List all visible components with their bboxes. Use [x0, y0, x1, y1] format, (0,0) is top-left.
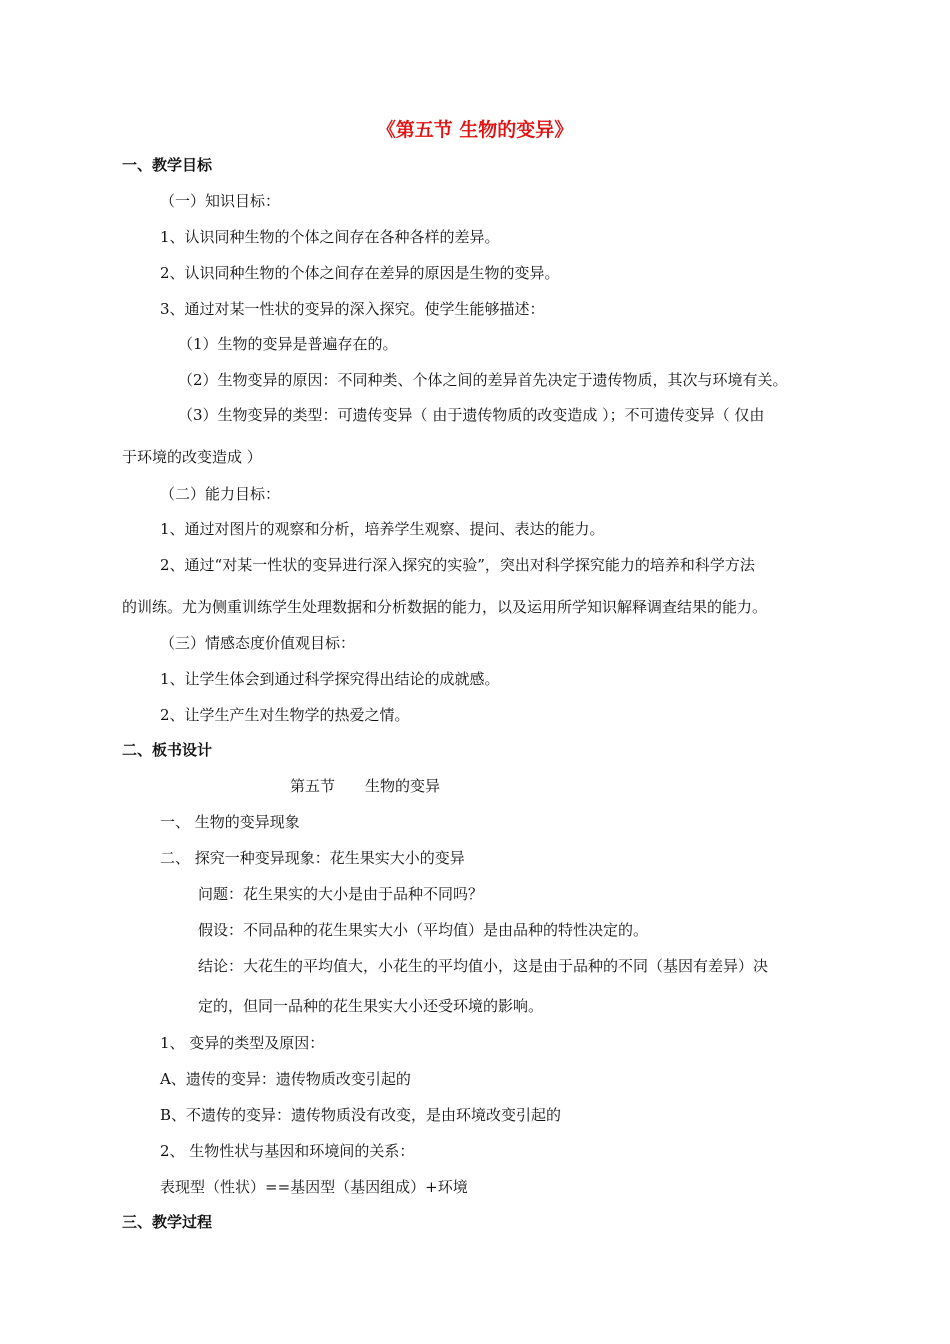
- board-line: 表现型（性状）==基因型（基因组成）+环境: [160, 1178, 468, 1196]
- ability-goal-label: （二）能力目标：: [160, 485, 281, 503]
- section-heading-board-design: 二、板书设计: [122, 741, 213, 759]
- knowledge-item: 1、认识同种生物的个体之间存在各种各样的差异。: [160, 228, 500, 246]
- ability-item: 1、通过对图片的观察和分析，培养学生观察、提问、表达的能力。: [160, 520, 605, 538]
- knowledge-goal-label: （一）知识目标：: [160, 192, 281, 210]
- board-title: 第五节 生物的变异: [290, 777, 441, 795]
- section-heading-teaching-goals: 一、教学目标: [122, 156, 213, 174]
- board-line: 一、 生物的变异现象: [160, 813, 300, 831]
- knowledge-subitem: （1）生物的变异是普遍存在的。: [178, 335, 398, 353]
- board-line: 2、 生物性状与基因和环境间的关系：: [160, 1142, 415, 1160]
- knowledge-item: 2、认识同种生物的个体之间存在差异的原因是生物的变异。: [160, 264, 560, 282]
- board-line: B、不遗传的变异：遗传物质没有改变，是由环境改变引起的: [160, 1106, 562, 1124]
- knowledge-subitem: （3）生物变异的类型：可遗传变异（ 由于遗传物质的改变造成 ）；不可遗传变异（ 仅由: [178, 406, 765, 424]
- board-line: A、遗传的变异：遗传物质改变引起的: [160, 1070, 411, 1088]
- board-line: 二、 探究一种变异现象：花生果实大小的变异: [160, 849, 465, 867]
- section-heading-teaching-process: 三、教学过程: [122, 1213, 213, 1231]
- ability-item-continued: 的训练。尤为侧重训练学生处理数据和分析数据的能力，以及运用所学知识解释调查结果的能力。: [122, 598, 768, 616]
- board-line: 问题：花生果实的大小是由于品种不同吗？: [198, 885, 484, 903]
- emotion-item: 1、让学生体会到通过科学探究得出结论的成就感。: [160, 670, 500, 688]
- knowledge-subitem-continued: 于环境的改变造成 ）: [122, 448, 262, 466]
- knowledge-item: 3、通过对某一性状的变异的深入探究。使学生能够描述：: [160, 300, 545, 318]
- emotion-goal-label: （三）情感态度价值观目标：: [160, 634, 356, 652]
- ability-item: 2、通过“对某一性状的变异进行深入探究的实验”，突出对科学探究能力的培养和科学方法: [160, 556, 755, 574]
- knowledge-subitem: （2）生物变异的原因：不同种类、个体之间的差异首先决定于遗传物质，其次与环境有关。: [178, 371, 788, 389]
- board-line: 假设：不同品种的花生果实大小（平均值）是由品种的特性决定的。: [198, 921, 649, 939]
- emotion-item: 2、让学生产生对生物学的热爱之情。: [160, 706, 410, 724]
- board-line: 结论：大花生的平均值大，小花生的平均值小，这是由于品种的不同（基因有差异）决: [198, 957, 769, 975]
- board-line: 定的，但同一品种的花生果实大小还受环境的影响。: [198, 997, 544, 1015]
- board-line: 1、 变异的类型及原因：: [160, 1034, 325, 1052]
- document-title: 《第五节 生物的变异》: [376, 119, 574, 141]
